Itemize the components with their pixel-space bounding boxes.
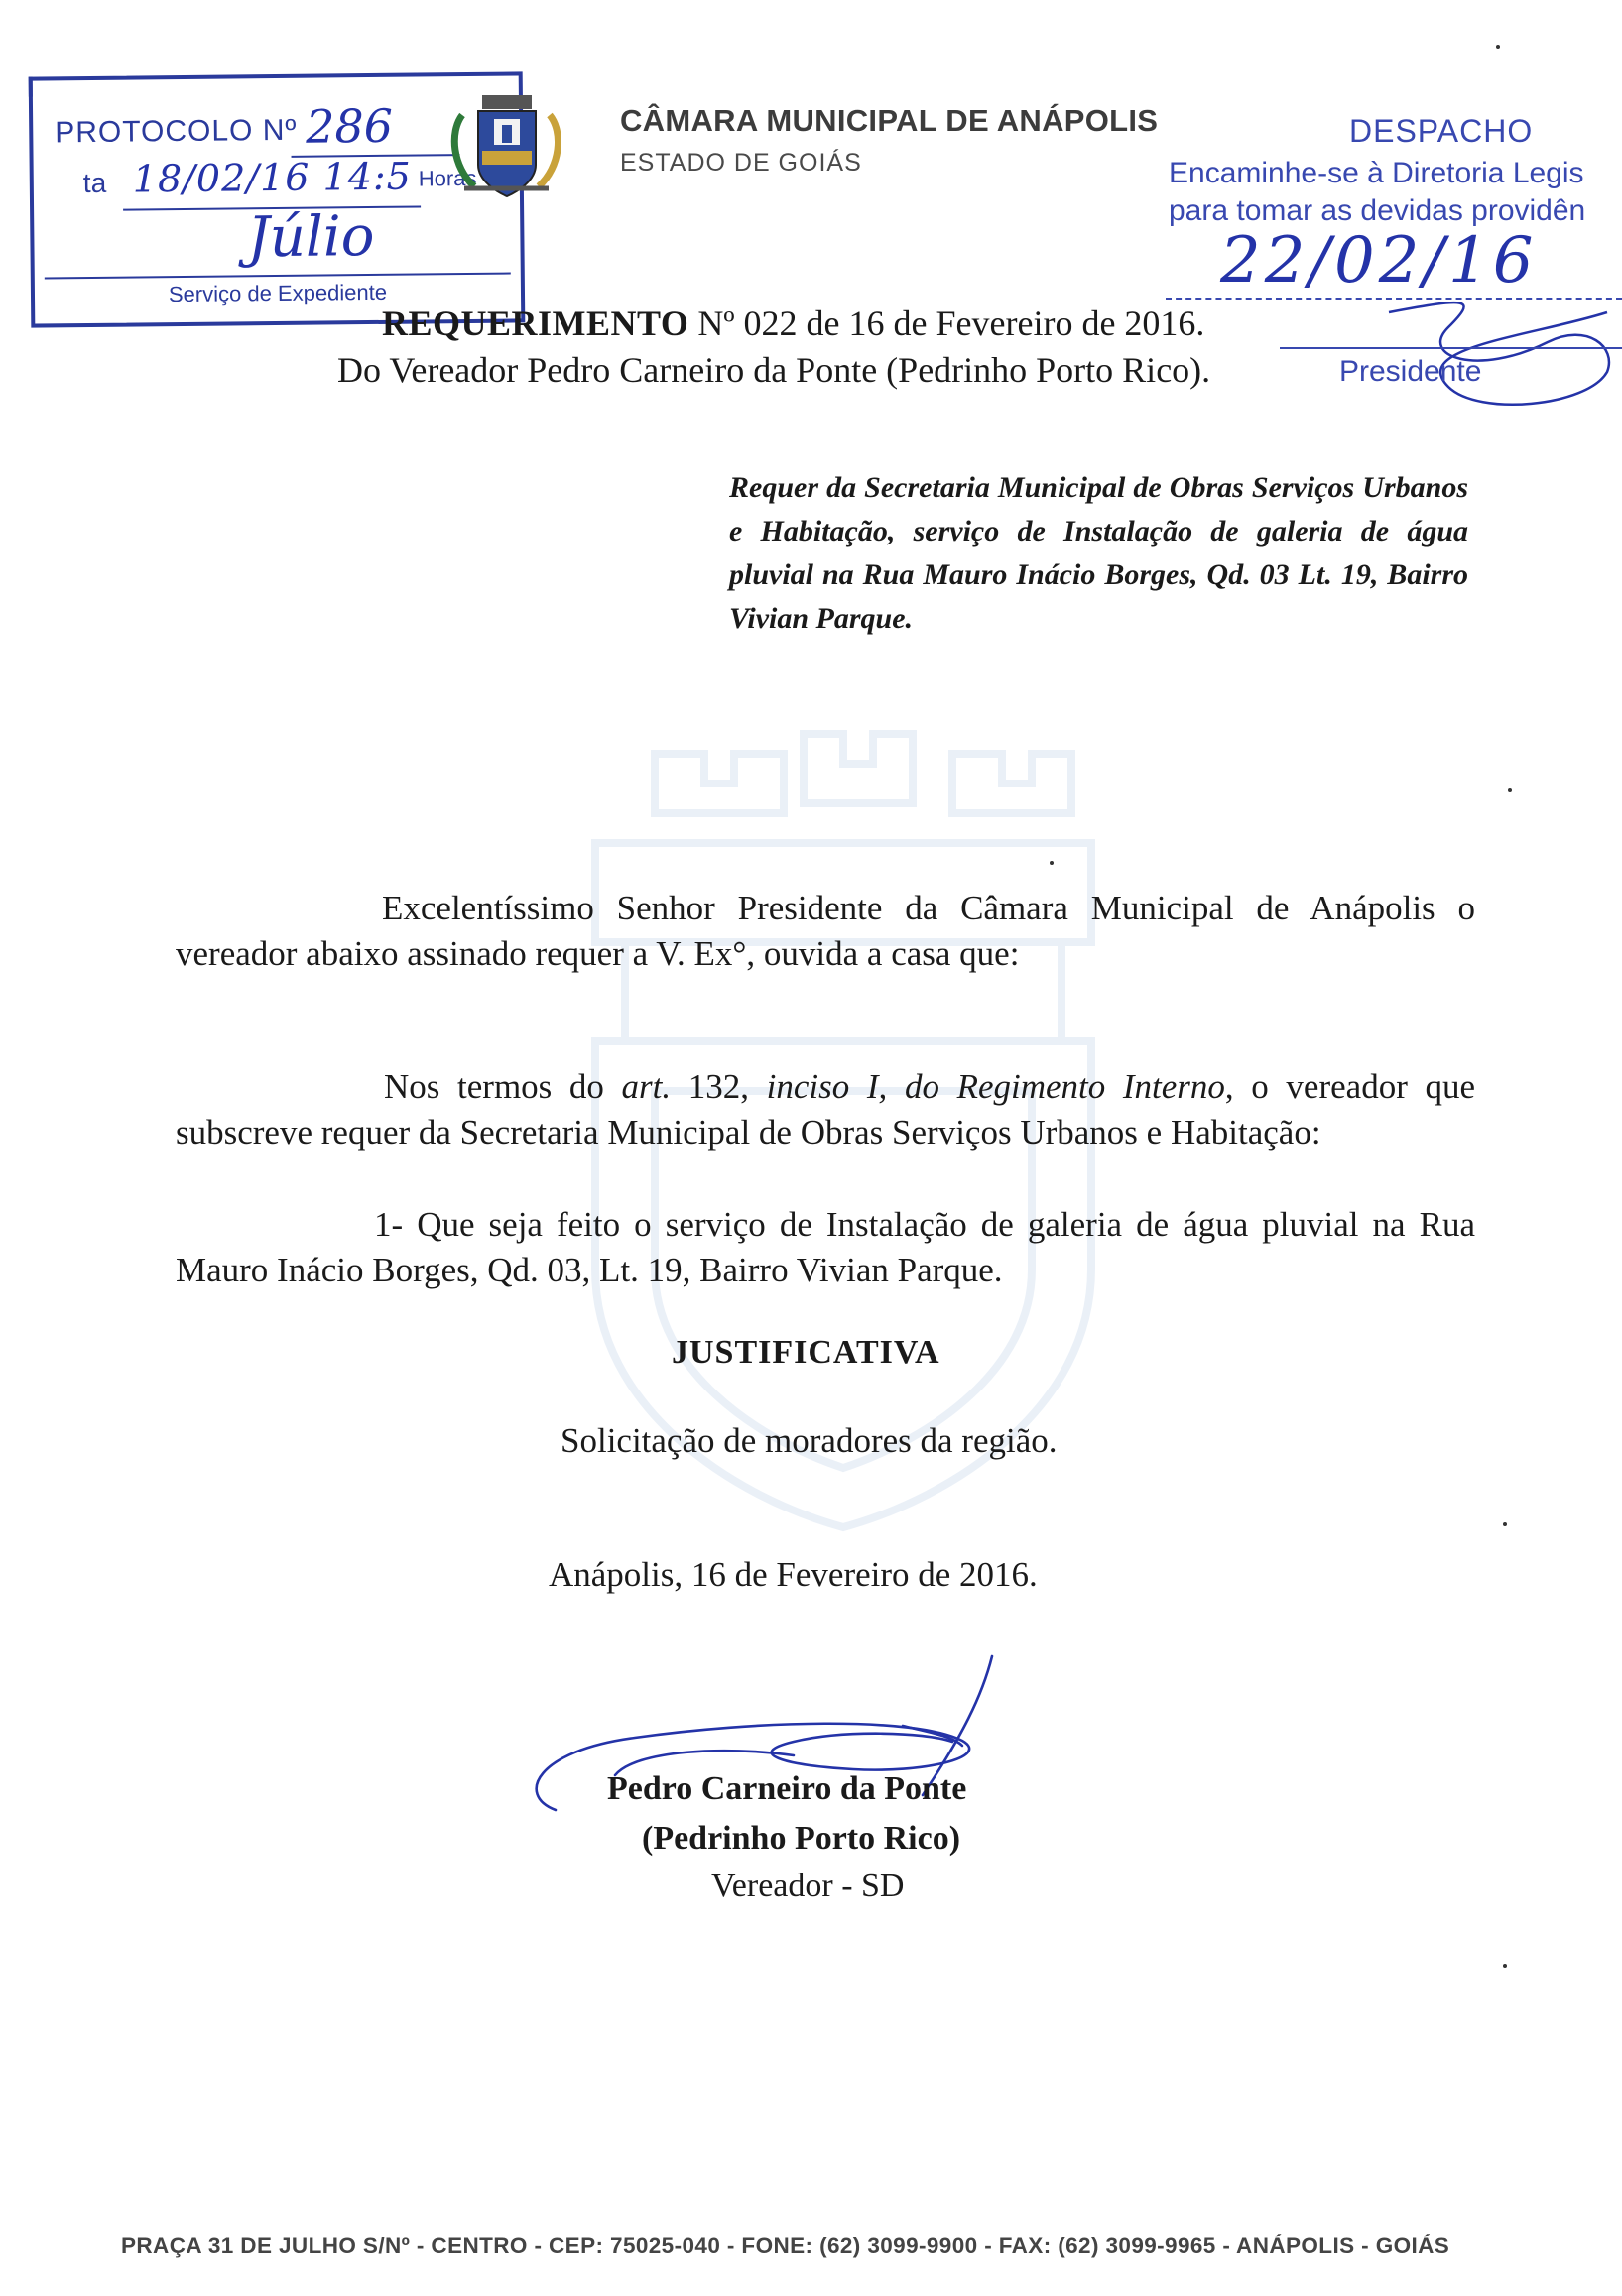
scan-speck: [1508, 788, 1512, 792]
protocol-date: 18/02/16 14:5: [132, 154, 413, 201]
despacho-stamp: [1151, 99, 1622, 426]
scan-speck: [1050, 861, 1054, 865]
coat-of-arms-icon: [444, 87, 568, 206]
despacho-title: DESPACHO: [1349, 113, 1534, 149]
protocol-signature: Júlio: [247, 203, 375, 271]
despacho-date-rule: [1166, 298, 1622, 300]
despacho-line-2: para tomar as devidas providên: [1169, 194, 1586, 227]
stamp-corner-mark: [29, 76, 45, 96]
despacho-date: 22/02/16: [1220, 224, 1538, 298]
protocol-number: 286: [305, 98, 394, 154]
state-subtitle: ESTADO DE GOIÁS: [620, 149, 862, 177]
handwritten-signature-icon: [496, 1646, 1091, 1845]
body-paragraph-3: [176, 1202, 1475, 1293]
requerimento-author: Do Vereador Pedro Carneiro da Ponte (Pedrinho Porto Rico).: [337, 350, 1211, 390]
protocol-label: PROTOCOLO Nº: [55, 113, 298, 150]
signer-name: Pedro Carneiro da Ponte: [607, 1770, 967, 1807]
despacho-line-1: Encaminhe-se à Diretoria Legis: [1169, 157, 1584, 189]
protocol-department: Serviço de Expediente: [168, 279, 388, 307]
signer-role: Vereador - SD: [711, 1868, 905, 1904]
despacho-role: Presidente: [1339, 355, 1482, 388]
institution-title: CÂMARA MUNICIPAL DE ANÁPOLIS: [620, 103, 1159, 138]
body-paragraph-1-text: Excelentíssimo Senhor Presidente da Câmara Municipal de Anápolis o vereador abaixo assinado requer a V. Ex°, ouvida a casa que:: [176, 889, 1475, 973]
despacho-signature-rule: [1280, 347, 1622, 349]
p2-art: art.: [621, 1067, 672, 1106]
p2-inciso: inciso I, do Regimento Interno: [766, 1067, 1225, 1106]
justificativa-title: JUSTIFICATIVA: [672, 1334, 940, 1371]
scan-speck: [1496, 45, 1500, 49]
requerimento-keyword: REQUERIMENTO: [382, 303, 689, 343]
request-summary: Requer da Secretaria Municipal de Obras Serviços Urbanos e Habitação, serviço de Instalação de galeria de água pluvial na Rua Mauro Inácio Borges, Qd. 03 Lt. 19, Bairro Vivian Parque.: [729, 471, 1468, 635]
p2-start: Nos termos do: [384, 1067, 622, 1106]
p2-end: , o vereador que subscreve requer da Secretaria Municipal de Obras Serviços Urbanos e Habitação:: [176, 1067, 1476, 1151]
protocol-hour-label: Horas: [418, 165, 477, 191]
body-paragraph-2: [176, 1064, 1475, 1155]
scan-speck: [1503, 1964, 1507, 1968]
scan-speck: [1503, 1522, 1507, 1526]
justificativa-text: Solicitação de moradores da região.: [561, 1421, 1058, 1460]
date-line: Anápolis, 16 de Fevereiro de 2016.: [549, 1555, 1038, 1594]
protocol-date-prefix: ta: [82, 167, 107, 199]
body-paragraph-1: [176, 886, 1475, 977]
body-paragraph-3-text: 1- Que seja feito o serviço de Instalação de galeria de água pluvial na Rua Mauro Inácio Borges, Qd. 03, Lt. 19, Bairro Vivian Parque.: [176, 1205, 1475, 1289]
requerimento-heading: [382, 302, 1204, 344]
signer-nickname: (Pedrinho Porto Rico): [642, 1820, 961, 1857]
requerimento-number-date: Nº 022 de 16 de Fevereiro de 2016.: [697, 303, 1205, 343]
p2-number: 132,: [671, 1067, 767, 1106]
footer-address: PRAÇA 31 DE JULHO S/Nº - CENTRO - CEP: 75025-040 - FONE: (62) 3099-9900 - FAX: (62) 3099-9965 - ANÁPOLIS - GOIÁS: [121, 2234, 1450, 2258]
